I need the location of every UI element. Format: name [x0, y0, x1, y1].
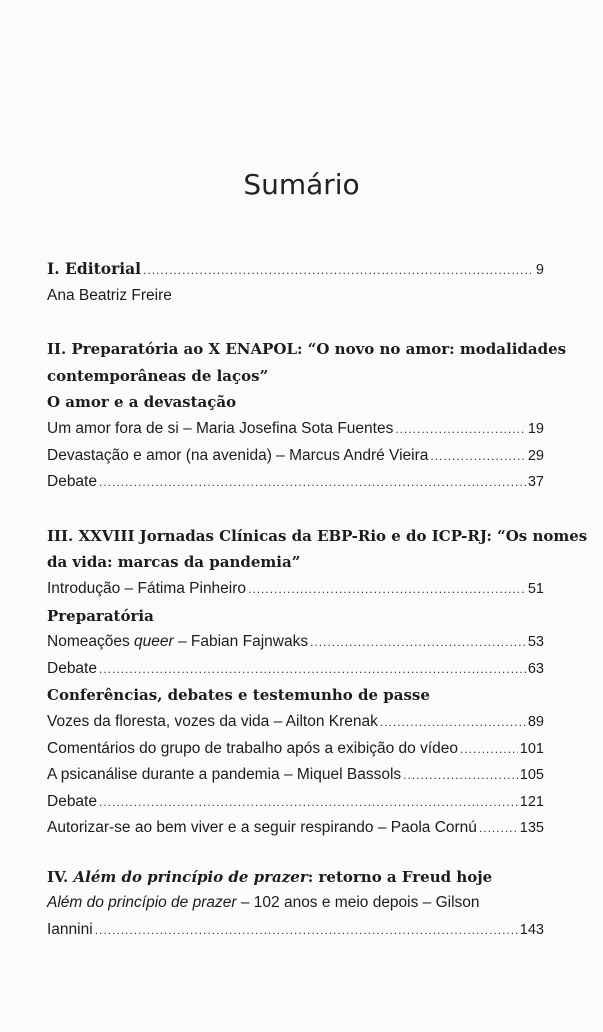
- section-heading-ii-line1: II. Preparatória ao X ENAPOL: “O novo no amor: modalidades: [47, 340, 567, 359]
- toc-entry-label-line1: Além do princípio de prazer – 102 anos e meio depois – Gilson: [47, 894, 480, 912]
- toc-page-number: 135: [519, 820, 544, 837]
- toc-entry-label: Debate: [47, 473, 97, 491]
- dot-leader: [248, 576, 526, 603]
- toc-entry[interactable]: [47, 443, 544, 470]
- dot-leader: [479, 815, 518, 842]
- section-heading-iv: IV. Além do princípio de prazer: retorno a Freud hoje: [47, 867, 493, 886]
- section-heading-ii-line2: contemporâneas de laços”: [47, 366, 269, 385]
- section-heading-iii-line2: da vida: marcas da pandemia”: [47, 553, 301, 572]
- subheading-preparatoria: Preparatória: [47, 606, 154, 625]
- toc-page-number: 37: [527, 474, 544, 491]
- toc-author: Ana Beatriz Freire: [47, 286, 172, 304]
- toc-entry-label: Devastação e amor (na avenida) – Marcus André Vieira: [47, 446, 429, 464]
- dot-leader: [395, 416, 526, 443]
- toc-entry-label: Debate: [47, 792, 97, 810]
- dot-leader: [403, 762, 518, 789]
- toc-entry[interactable]: [47, 416, 544, 443]
- toc-page-number: 19: [527, 420, 544, 437]
- toc-entry[interactable]: [47, 762, 544, 789]
- toc-entry[interactable]: [47, 736, 544, 763]
- toc-page-number: 143: [519, 922, 544, 939]
- table-of-contents: [47, 256, 588, 944]
- page-title: Sumário: [243, 168, 360, 201]
- toc-entry[interactable]: [47, 629, 544, 656]
- toc-entry[interactable]: [47, 815, 544, 842]
- section-heading-iii-line1: III. XXVIII Jornadas Clínicas da EBP-Rio e do ICP-RJ: “Os nomes: [47, 526, 588, 545]
- toc-entry-editorial[interactable]: [47, 256, 544, 283]
- toc-page-number: 9: [535, 262, 544, 278]
- dot-leader: [95, 917, 518, 944]
- toc-page-number: 89: [527, 713, 544, 730]
- toc-entry-label: Nomeações queer – Fabian Fajnwaks: [47, 633, 309, 651]
- toc-entry[interactable]: [47, 469, 544, 496]
- toc-page-number: 51: [527, 580, 544, 597]
- toc-page-number: 121: [519, 793, 544, 810]
- toc-entry[interactable]: [47, 576, 544, 603]
- toc-entry[interactable]: [47, 789, 544, 816]
- dot-leader: [460, 736, 518, 763]
- dot-leader: [99, 789, 518, 816]
- toc-entry-label: Comentários do grupo de trabalho após a exibição do vídeo: [47, 739, 459, 757]
- toc-entry[interactable]: [47, 709, 544, 736]
- dot-leader: [380, 709, 526, 736]
- toc-page-number: 101: [519, 740, 544, 757]
- toc-page-number: 53: [527, 634, 544, 651]
- dot-leader: [99, 469, 526, 496]
- toc-entry-label-line2: Iannini: [47, 921, 93, 939]
- toc-entry-label: Debate: [47, 659, 97, 677]
- toc-entry-label: Autorizar-se ao bem viver e a seguir respirando – Paola Cornú: [47, 819, 477, 837]
- subheading-conferencias: Conferências, debates e testemunho de passe: [47, 686, 430, 705]
- subheading-amor-devastacao: O amor e a devastação: [47, 393, 237, 412]
- toc-entry-label: Um amor fora de si – Maria Josefina Sota Fuentes: [47, 419, 394, 437]
- toc-entry[interactable]: [47, 917, 544, 944]
- toc-page-number: 29: [527, 447, 544, 464]
- toc-entry-label: A psicanálise durante a pandemia – Miquel Bassols: [47, 766, 402, 784]
- toc-page-number: 105: [519, 767, 544, 784]
- toc-page-number: 63: [527, 660, 544, 677]
- dot-leader: [99, 656, 526, 683]
- toc-entry-label: Introdução – Fátima Pinheiro: [47, 579, 247, 597]
- toc-entry[interactable]: [47, 656, 544, 683]
- toc-entry-label: I. Editorial: [47, 259, 142, 278]
- dot-leader: [310, 629, 526, 656]
- dot-leader: [430, 443, 525, 470]
- toc-entry-label: Vozes da floresta, vozes da vida – Ailton Krenak: [47, 712, 378, 730]
- dot-leader: [143, 257, 534, 284]
